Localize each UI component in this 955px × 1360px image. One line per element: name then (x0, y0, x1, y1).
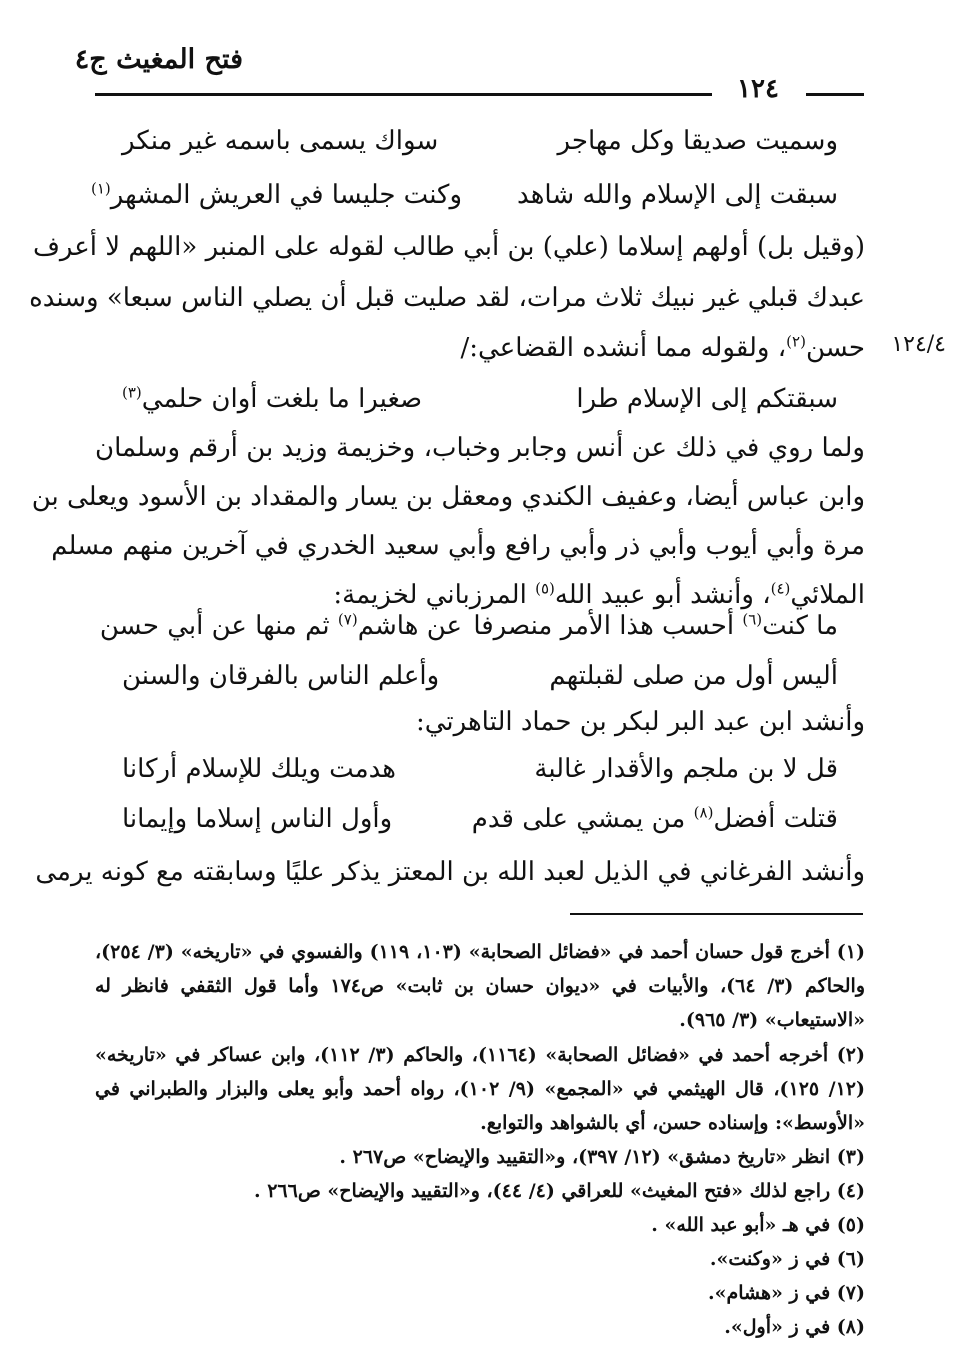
verse-3-first-hemistich: سبقتكم إلى الإسلام طرا (576, 384, 838, 414)
footnote-line: (٦) في ز «وكنت». (709, 1248, 865, 1270)
verse-4-first-hemistich (473, 606, 838, 646)
footnote-marker: (٨) (693, 803, 714, 822)
running-title: فتح المغيث ج٤ (74, 44, 243, 75)
footnote-marker: (٢) (786, 332, 806, 351)
footnote-line: (٤) راجع لذلك «فتح المغيث» للعراقي (٤/ ٤٤)، و«التقييد والإيضاح» ص٢٦٦ . (253, 1180, 865, 1202)
verse-2-first-hemistich: سبقت إلى الإسلام والله شاهد (517, 180, 838, 210)
footnote-marker: (١) (90, 179, 111, 198)
paragraph-line (95, 328, 865, 368)
verse-3-second-hemistich (122, 379, 462, 419)
line-text: الملائي (790, 580, 865, 610)
verse-text: قتلت أفضل (713, 804, 838, 834)
footnote-line: (٣) انظر «تاريخ دمشق» (١٢/ ٣٩٧)، و«التقييد والإيضاح» ص٢٦٧ . (339, 1146, 865, 1168)
verse-6-second-hemistich: هدمت ويلك للإسلام أركانا (122, 754, 396, 784)
verse-7-first-hemistich (471, 799, 838, 839)
paragraph-line: ولما روي في ذلك عن أنس وجابر وخباب، وخزيمة وزيد بن أرقم وسلمان (95, 433, 865, 463)
paragraph-line: (وقيل بل) أولهم إسلاما (علي) بن أبي طالب لقوله على المنبر «اللهم لا أعرف (32, 232, 865, 262)
line-text: حسن (805, 333, 865, 363)
verse-text: من يمشي على قدم (471, 804, 694, 834)
paragraph-line: عبدك قبلي غير نبيك ثلاث مرات، لقد صليت قبل أن يصلي الناس سبعا» وسنده (29, 283, 865, 313)
footnote-line: (١٢/ ١٢٥)، قال الهيثمي في «المجمع» (٩/ ١٠٢)، رواه أحمد وأبو يعلى والبزار والطبراني في (95, 1078, 865, 1100)
footnote-line: (٥) في هـ «أبو عبد الله» . (651, 1214, 865, 1236)
verse-text: ما كنت (762, 611, 838, 641)
line-text: المرزباني لخزيمة: (333, 580, 536, 610)
margin-page-reference: ١٢٤/٤ (891, 332, 946, 357)
footnote-line: والحاكم (٣/ ٦٤)، والأبيات في «ديوان حسان بن ثابت» ص١٧٤ وأما قول الثقفي فانظر له (95, 975, 866, 997)
line-text: ، وأنشد أبو عبيد الله (554, 580, 771, 610)
footnote-line: (٢) أخرجه أحمد في «فضائل الصحابة» (١١٦٤)، والحاكم (٣/ ١١٢)، وابن عساكر في «تاريخه» (95, 1044, 865, 1066)
footnote-line: «الأوسط»: وإسناده حسن، أي بالشواهد والتوابع. (480, 1112, 865, 1134)
header-rule (95, 93, 712, 96)
paragraph-line: مرة وأبي أيوب وأبي ذر وأبي رافع وأبي سعيد الخدري في آخرين منهم مسلم (51, 531, 865, 561)
verse-text: عن هاشم (357, 611, 462, 641)
paragraph-line: وأنشد الفرغاني في الذيل لعبد الله بن المعتز يذكر عليًا وسابقته مع كونه يرمى (35, 857, 865, 887)
page-number: ١٢٤ (737, 74, 779, 104)
verse-7-second-hemistich: وأول الناس إسلاما وإيمانا (122, 804, 393, 834)
footnote-line: (٨) في ز «أول». (724, 1316, 865, 1338)
verse-5-second-hemistich: وأعلم الناس بالفرقان والسنن (122, 661, 440, 691)
verse-1-first-hemistich: وسميت صديقا وكل مهاجر (557, 126, 838, 156)
verse-text: ثم منها عن أبي حسن (99, 611, 338, 641)
paragraph-line: وأنشد ابن عبد البر لبكر بن حماد التاهرتي: (415, 707, 865, 737)
paragraph-line: وابن عباس أيضا، وعفيف الكندي ومعقل بن يسار والمقداد بن الأسود ويعلى بن (31, 482, 865, 512)
verse-text: أحسب هذا الأمر منصرفا (473, 611, 743, 641)
verse-1-second-hemistich: سواك يسمى باسمه غير منكر (122, 126, 439, 156)
verse-5-first-hemistich: أليس أول من صلى لقبلتهم (549, 661, 838, 691)
footnote-marker: (٥) (535, 579, 555, 598)
footnote-line: «الاستيعاب» (٣/ ٩٦٥). (679, 1009, 865, 1031)
verse-4-second-hemistich (99, 606, 462, 646)
footnote-marker: (٣) (122, 383, 142, 402)
line-text: ، ولقوله مما أنشده القضاعي:/ (460, 333, 787, 363)
footnote-line: (١) أخرج قول حسان أحمد في «فضائل الصحابة» (١٠٣، ١١٩) والفسوي في «تاريخه» (٣/ ٢٥٤)، (95, 941, 866, 963)
verse-2-second-hemistich (90, 175, 462, 215)
footnote-rule (570, 913, 863, 915)
footnote-marker: (٦) (742, 610, 763, 629)
footnote-marker: (٤) (770, 579, 791, 598)
verse-6-first-hemistich: قل لا بن ملجم والأقدار غالبة (534, 754, 838, 784)
footnote-line: (٧) في ز «هشام». (707, 1282, 865, 1304)
verse-text: صغيرا ما بلغت أوان حلمي (141, 384, 423, 414)
header-rule-short (806, 93, 864, 96)
footnote-marker: (٧) (337, 610, 358, 629)
verse-text: وكنت جليسا في العريش المشهر (110, 180, 462, 210)
